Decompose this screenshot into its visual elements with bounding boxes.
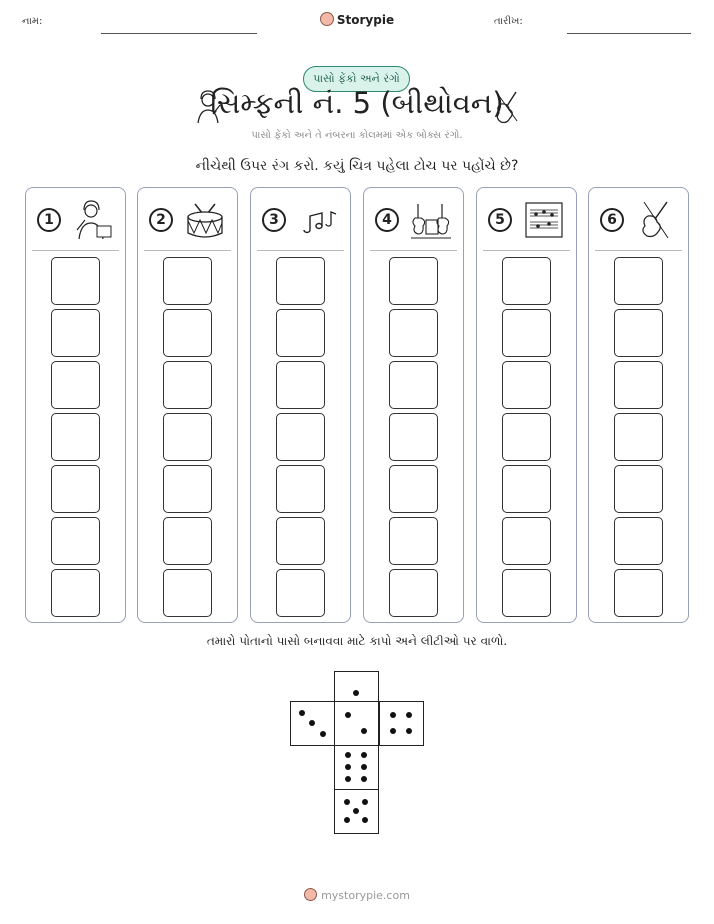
column-number: 5 <box>488 208 512 232</box>
color-box[interactable] <box>276 257 325 305</box>
column-number: 6 <box>600 208 624 232</box>
color-box[interactable] <box>276 361 325 409</box>
color-box[interactable] <box>163 413 212 461</box>
violin-icon <box>491 90 521 124</box>
activity-tag: પાસો ફેંકો અને રંગો <box>303 66 410 92</box>
color-box[interactable] <box>614 569 663 617</box>
music-notes-icon <box>296 200 340 240</box>
bear-logo-icon <box>320 12 334 26</box>
column-6 <box>588 187 689 623</box>
die-pip <box>361 776 367 782</box>
color-box[interactable] <box>51 413 100 461</box>
color-box[interactable] <box>614 309 663 357</box>
color-box[interactable] <box>389 257 438 305</box>
die-pip <box>353 690 359 696</box>
column-divider <box>370 250 457 251</box>
color-box[interactable] <box>276 465 325 513</box>
instruction: નીચેથી ઉપર રંગ કરો. કયું ચિત્ર પહેલા ટોચ પર પહોંચે છે? <box>195 158 519 174</box>
cut-instruction: તમારો પોતાનો પાસો બનાવવા માટે કાપો અને લીટીઓ પર વાળો. <box>206 634 508 648</box>
die-pip <box>362 799 368 805</box>
die-pip <box>390 728 396 734</box>
die-pip <box>344 799 350 805</box>
die-pip <box>390 712 396 718</box>
column-divider <box>595 250 682 251</box>
column-number: 3 <box>262 208 286 232</box>
die-face-2 <box>334 701 379 746</box>
die-pip <box>406 728 412 734</box>
color-box[interactable] <box>276 517 325 565</box>
color-box[interactable] <box>51 361 100 409</box>
date-line[interactable] <box>567 33 691 34</box>
name-label: નામ: <box>22 16 43 27</box>
page-title: સિમ્ફની નં. 5 (બીથોવન) <box>210 86 504 120</box>
die-pip <box>406 712 412 718</box>
date-label: તારીખ: <box>494 16 523 27</box>
color-box[interactable] <box>502 569 551 617</box>
color-box[interactable] <box>502 413 551 461</box>
column-3 <box>250 187 351 623</box>
die-pip <box>345 764 351 770</box>
die-pip <box>299 710 305 716</box>
color-box[interactable] <box>276 309 325 357</box>
die-pip <box>345 712 351 718</box>
die-face-3 <box>290 701 335 746</box>
orchestra-icon <box>409 200 453 240</box>
color-box[interactable] <box>51 465 100 513</box>
color-box[interactable] <box>502 257 551 305</box>
die-pip <box>345 776 351 782</box>
column-4 <box>363 187 464 623</box>
column-divider <box>32 250 119 251</box>
color-box[interactable] <box>614 361 663 409</box>
color-box[interactable] <box>502 517 551 565</box>
die-pip <box>320 731 326 737</box>
column-5 <box>476 187 577 623</box>
name-line[interactable] <box>101 33 257 34</box>
die-pip <box>361 752 367 758</box>
column-number: 4 <box>375 208 399 232</box>
column-1 <box>25 187 126 623</box>
die-pip <box>309 720 315 726</box>
color-box[interactable] <box>163 569 212 617</box>
brand-logo <box>0 12 714 27</box>
footer <box>0 888 714 902</box>
color-box[interactable] <box>51 569 100 617</box>
color-box[interactable] <box>51 517 100 565</box>
color-box[interactable] <box>502 465 551 513</box>
drum-icon <box>183 200 227 240</box>
violin-icon <box>634 200 678 240</box>
color-box[interactable] <box>614 517 663 565</box>
subtitle: પાસો ફેંકો અને તે નંબરના કોલમમાં એક બોક્સ રંગો. <box>251 130 463 141</box>
bear-logo-icon <box>304 888 317 901</box>
column-2 <box>137 187 238 623</box>
die-pip <box>345 752 351 758</box>
die-face-5 <box>334 789 379 834</box>
die-pip <box>353 808 359 814</box>
column-number: 1 <box>37 208 61 232</box>
color-box[interactable] <box>51 309 100 357</box>
color-box[interactable] <box>389 517 438 565</box>
color-box[interactable] <box>163 361 212 409</box>
footer-url: mystorypie.com <box>321 889 410 902</box>
color-box[interactable] <box>502 361 551 409</box>
color-box[interactable] <box>163 517 212 565</box>
die-face-6 <box>334 745 379 790</box>
color-box[interactable] <box>389 361 438 409</box>
column-number: 2 <box>149 208 173 232</box>
color-box[interactable] <box>389 569 438 617</box>
color-box[interactable] <box>163 465 212 513</box>
color-box[interactable] <box>163 257 212 305</box>
die-pip <box>362 817 368 823</box>
color-box[interactable] <box>614 465 663 513</box>
color-box[interactable] <box>389 413 438 461</box>
brand-name: Storypie <box>336 13 395 27</box>
color-box[interactable] <box>51 257 100 305</box>
die-face-4 <box>379 701 424 746</box>
sheet-music-icon <box>522 200 566 240</box>
die-pip <box>361 764 367 770</box>
column-divider <box>144 250 231 251</box>
beethoven-icon <box>71 200 115 240</box>
color-box[interactable] <box>502 309 551 357</box>
color-box[interactable] <box>276 413 325 461</box>
die-pip <box>344 817 350 823</box>
column-divider <box>483 250 570 251</box>
color-box[interactable] <box>389 309 438 357</box>
column-divider <box>257 250 344 251</box>
color-box[interactable] <box>614 257 663 305</box>
color-box[interactable] <box>163 309 212 357</box>
color-box[interactable] <box>614 413 663 461</box>
color-box[interactable] <box>276 569 325 617</box>
die-pip <box>361 728 367 734</box>
color-box[interactable] <box>389 465 438 513</box>
